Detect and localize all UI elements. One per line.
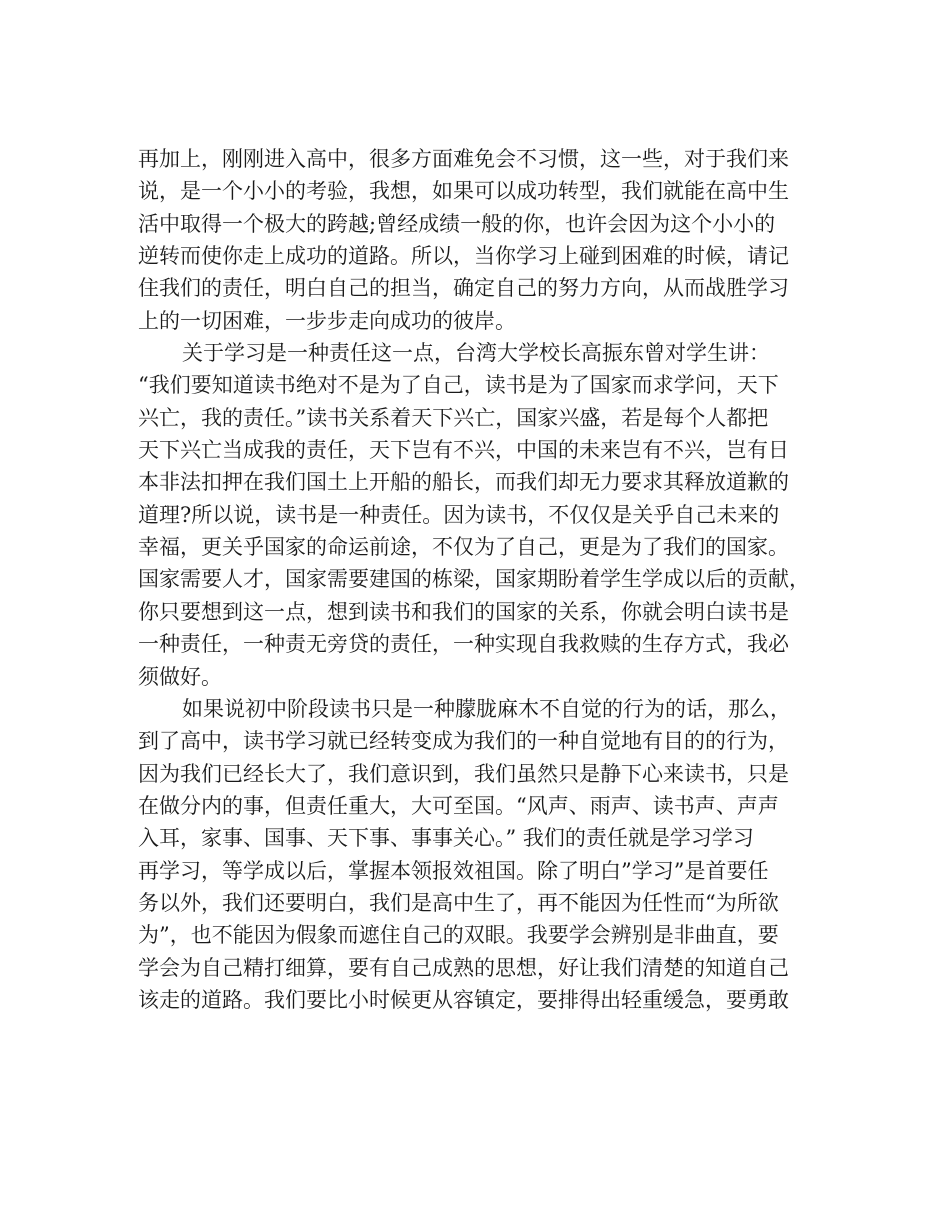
paragraph-2-line-6: 道理?所以说，读书是一种责任。因为读书，不仅仅是关乎自己未来的 — [138, 502, 780, 527]
document-body — [138, 143, 828, 1016]
paragraph-2-line-5: 本非法扣押在我们国土上开船的船长，而我们却无力要求其释放道歉的 — [138, 470, 789, 495]
paragraph-3-line-8: 为”，也不能因为假象而遮住自己的双眼。我要学会辨别是非曲直，要 — [138, 923, 779, 948]
paragraph-3-line-6: 再学习，等学成以后，掌握本领报效祖国。除了明白”学习”是首要任 — [138, 858, 769, 883]
paragraph-3-line-10: 该走的道路。我们要比小时候更从容镇定，要排得出轻重缓急，要勇敢 — [138, 987, 789, 1012]
paragraph-3-line-5: 入耳，家事、国事、天下事、事事关心。” 我们的责任就是学习学习 — [138, 826, 754, 851]
paragraph-2-line-8: 国家需要人才，国家需要建国的栋梁，国家期盼着学生学成以后的贡献， — [138, 567, 810, 592]
paragraph-2-line-10: 一种责任，一种责无旁贷的责任，一种实现自我救赎的生存方式，我必 — [138, 632, 789, 657]
paragraph-1-line-1: 再加上，刚刚进入高中，很多方面难免会不习惯，这一些，对于我们来 — [138, 147, 789, 171]
paragraph-2-line-3: 兴亡，我的责任。”读书关系着天下兴亡，国家兴盛，若是每个人都把 — [138, 405, 769, 430]
paragraph-1-line-5: 住我们的责任，明白自己的担当，确定自己的努力方向，从而战胜学习 — [138, 276, 789, 301]
paragraph-3-line-9: 学会为自己精打细算，要有自己成熟的思想，好让我们清楚的知道自己 — [138, 955, 789, 980]
paragraph-1-line-4: 逆转而使你走上成功的道路。所以，当你学习上碰到困难的时候，请记 — [138, 244, 789, 269]
paragraph-2-line-4: 天下兴亡当成我的责任，天下岂有不兴，中国的未来岂有不兴，岂有日 — [138, 438, 789, 463]
paragraph-2-line-2: “我们要知道读书绝对不是为了自己，读书是为了国家而求学问，天下 — [138, 373, 779, 398]
paragraph-2-line-11: 须做好。 — [138, 664, 222, 689]
paragraph-2-line-9: 你只要想到这一点，想到读书和我们的国家的关系，你就会明白读书是 — [138, 599, 789, 624]
paragraph-2-line-1: 关于学习是一种责任这一点，台湾大学校长高振东曾对学生讲： — [182, 341, 770, 366]
paragraph-2-line-7: 幸福，更关乎国家的命运前途，不仅为了自己，更是为了我们的国家。 — [138, 535, 789, 560]
paragraph-1-line-3: 活中取得一个极大的跨越;曾经成绩一般的你，也许会因为这个小小的 — [138, 211, 776, 236]
paragraph-3-line-1: 如果说初中阶段读书只是一种朦胧麻木不自觉的行为的话，那么， — [182, 696, 791, 721]
paragraph-1-line-2: 说，是一个小小的考验，我想，如果可以成功转型，我们就能在高中生 — [138, 179, 789, 204]
paragraph-3-line-7: 务以外，我们还要明白，我们是高中生了，再不能因为任性而“为所欲 — [138, 890, 779, 915]
paragraph-3-line-2: 到了高中，读书学习就已经转变成为我们的一种自觉地有目的的行为， — [138, 729, 789, 754]
paragraph-1-line-6: 上的一切困难，一步步走向成功的彼岸。 — [138, 308, 516, 333]
paragraph-3-line-4: 在做分内的事，但责任重大，大可至国。“风声、雨声、读书声、声声 — [138, 793, 779, 818]
paragraph-3-line-3: 因为我们已经长大了，我们意识到，我们虽然只是静下心来读书，只是 — [138, 761, 789, 786]
